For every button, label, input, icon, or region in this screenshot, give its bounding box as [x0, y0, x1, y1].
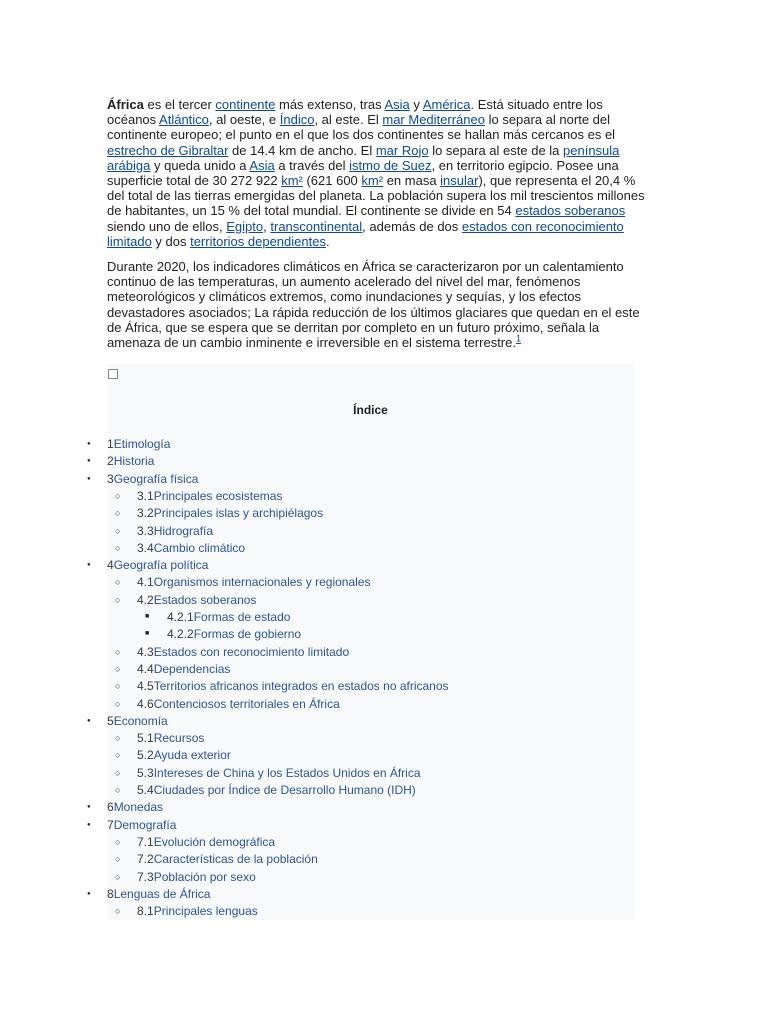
paragraph-text: y queda unido a [150, 157, 250, 173]
inline-link[interactable]: Asia [384, 97, 410, 112]
bullet-circle-icon: ○ [115, 733, 121, 744]
toc-item-label[interactable]: Historia [113, 454, 155, 469]
toc-item-label[interactable]: Principales islas y archipiélagos [153, 506, 324, 521]
toc-item[interactable] [137, 766, 421, 780]
bullet-circle-icon: ○ [115, 906, 121, 917]
toc-item-number: 5.2 [137, 748, 154, 763]
inline-link[interactable]: territorios dependientes [190, 233, 326, 249]
paragraph-text: , al oeste, e [208, 112, 280, 128]
toc-item-label[interactable]: Recursos [153, 731, 205, 746]
toc-item-number: 1 [107, 437, 114, 451]
paragraph-text: (621 600 [302, 173, 362, 189]
toc-item-number: 4.6 [137, 696, 154, 711]
bullet-disc-icon: ● [87, 804, 91, 811]
toc-item-label[interactable]: Monedas [113, 800, 164, 815]
bullet-circle-icon: ○ [115, 854, 121, 865]
climate-paragraph [107, 259, 647, 350]
toc-item[interactable] [137, 489, 282, 503]
bullet-circle-icon: ○ [115, 871, 121, 882]
toc-item[interactable] [107, 887, 210, 901]
paragraph-text: , [263, 218, 271, 234]
bullet-disc-icon: ● [87, 717, 91, 724]
inline-link[interactable]: estados con reconocimiento limitado [107, 218, 624, 249]
inline-link[interactable]: mar Mediterráneo [382, 112, 485, 128]
toc-item-number: 8 [107, 886, 114, 901]
toc-item[interactable] [137, 748, 231, 762]
bullet-circle-icon: ○ [115, 594, 121, 605]
bullet-circle-icon: ○ [115, 490, 121, 501]
toc-item-number: 5.3 [137, 765, 154, 780]
toc-item-label[interactable]: Dependencias [153, 661, 231, 676]
toc-title: Índice [353, 403, 388, 417]
paragraph-text: lo separa al norte del continente europeo; el punto en el que los dos continentes se hallan más cercanos es el [107, 112, 616, 143]
paragraph-text: en masa [383, 173, 441, 189]
toc-item-number: 4.3 [137, 644, 154, 659]
inline-link[interactable]: km² [281, 173, 303, 189]
toc-item-label[interactable]: Formas de estado [193, 610, 291, 624]
toc-item[interactable] [137, 541, 245, 555]
toc-item-number: 7.3 [137, 869, 154, 884]
bullet-circle-icon: ○ [115, 836, 121, 847]
toc-item-label[interactable]: Población por sexo [153, 869, 256, 884]
reference-marker[interactable] [516, 334, 521, 344]
bullet-square-icon: ■ [145, 613, 150, 620]
bullet-circle-icon: ○ [115, 542, 121, 553]
toc-item-label[interactable]: Economía [113, 713, 168, 728]
toc-item[interactable] [107, 454, 154, 468]
inline-link[interactable]: insular [440, 173, 479, 189]
reference-link[interactable]: 1 [515, 333, 521, 344]
toc-item-label[interactable]: Intereses de China y los Estados Unidos en África [153, 765, 421, 780]
toc-item-label[interactable]: Ciudades por Índice de Desarrollo Humano (IDH) [153, 783, 416, 797]
toc-item-number: 3 [107, 471, 114, 486]
inline-link[interactable]: Índico [279, 112, 315, 128]
toc-item[interactable] [107, 472, 198, 486]
toc-item-label[interactable]: Estados soberanos [153, 592, 257, 607]
toc-item[interactable] [137, 645, 349, 659]
paragraph-text: y dos [151, 233, 191, 249]
bullet-disc-icon: ● [87, 458, 91, 465]
toc-item[interactable] [107, 558, 208, 572]
toc-item-number: 7.2 [137, 852, 154, 867]
toc-item-number: 4.2.2 [167, 627, 194, 642]
toc-item-label[interactable]: Cambio climático [153, 540, 246, 555]
bullet-disc-icon: ● [87, 821, 91, 828]
toc-item-number: 4.2.1 [167, 610, 194, 624]
inline-link[interactable]: transcontinental [270, 218, 363, 234]
inline-link[interactable]: km² [361, 173, 384, 189]
toc-item[interactable] [107, 800, 163, 814]
toc-item[interactable] [137, 731, 204, 745]
paragraph-text: de 14.4 km de ancho. El [228, 142, 376, 158]
bullet-disc-icon: ● [87, 475, 91, 482]
article-subject: África [107, 97, 144, 112]
toc-item[interactable] [167, 610, 290, 624]
paragraph-text: , además de dos [362, 218, 462, 234]
toc-item-label[interactable]: Contenciosos territoriales en África [153, 696, 340, 711]
toc-item[interactable] [137, 852, 318, 866]
paragraph-text: lo separa al este de la [428, 142, 564, 158]
bullet-circle-icon: ○ [115, 525, 121, 536]
bullet-circle-icon: ○ [115, 646, 121, 657]
inline-link[interactable]: estrecho de Gibraltar [107, 142, 229, 158]
toc-item-number: 6 [107, 800, 114, 815]
inline-link[interactable]: América [422, 97, 471, 112]
toc-item[interactable] [137, 593, 256, 607]
bullet-disc-icon: ● [87, 562, 91, 569]
toc-item[interactable] [107, 714, 168, 728]
paragraph-text: y [409, 97, 423, 112]
inline-link[interactable]: mar Rojo [375, 142, 429, 158]
toc-item-label[interactable]: Lenguas de África [113, 886, 211, 901]
paragraph-text: siendo uno de ellos, [107, 218, 227, 234]
climate-paragraph-text: Durante 2020, los indicadores climáticos en África se caracterizaron por un calentamiento continuo de las temperaturas, un aumento acelerado del nivel del mar, fenómenos meteorológicos y climáticos extremos, como inundaciones y sequías, y los efectos devastadores asociados; La rápida reducción de los últimos glaciares que quedan en el este de África, que se espera que se derritan por completo en un futuro próximo, señala la amenaza de un cambio inminente e irreversible en el sistema terrestre. [107, 259, 640, 351]
toc-item-label[interactable]: Formas de gobierno [193, 627, 302, 642]
toc-item-number: 4 [107, 558, 114, 573]
toc-item-number: 4.1 [137, 575, 154, 590]
toc-item-number: 8.1 [137, 904, 154, 919]
toc-item-label[interactable]: Geografía política [113, 558, 209, 573]
toc-item-number: 7.1 [137, 834, 154, 849]
toc-item-label[interactable]: Ayuda exterior [153, 748, 231, 763]
toc-item-label[interactable]: Etimología [113, 437, 171, 451]
bullet-disc-icon: ● [87, 441, 91, 447]
toc-item[interactable] [167, 627, 301, 641]
toc-item-number: 4.5 [137, 679, 154, 694]
paragraph-text: es el tercer [143, 97, 216, 112]
bullet-circle-icon: ○ [115, 577, 121, 588]
toc-toggle-checkbox[interactable] [108, 369, 118, 379]
toc-item[interactable] [137, 697, 340, 711]
toc-item[interactable] [107, 437, 170, 451]
inline-link[interactable]: Egipto [226, 218, 264, 234]
inline-link[interactable]: península arábiga [107, 142, 620, 173]
toc-item[interactable] [137, 662, 230, 676]
intro-paragraph [107, 97, 647, 249]
article-body [107, 97, 647, 360]
toc-item-number: 5.4 [137, 783, 154, 797]
toc-item-label[interactable]: Estados con reconocimiento limitado [153, 644, 350, 659]
bullet-circle-icon: ○ [115, 698, 121, 709]
toc-item[interactable] [137, 524, 213, 538]
bullet-circle-icon: ○ [115, 767, 121, 778]
inline-link[interactable]: estados soberanos [515, 203, 626, 219]
inline-link[interactable]: Atlántico [159, 112, 209, 128]
toc-item-label[interactable]: Demografía [113, 817, 177, 832]
toc-item[interactable] [137, 506, 323, 520]
toc-item-number: 4.4 [137, 661, 154, 676]
toc-item-label[interactable]: Territorios africanos integrados en estados no africanos [153, 679, 449, 694]
toc-item[interactable] [137, 679, 449, 693]
toc-item[interactable] [137, 835, 275, 849]
toc-item[interactable] [137, 904, 258, 918]
bullet-circle-icon: ○ [115, 750, 121, 761]
toc-item[interactable] [137, 870, 256, 884]
paragraph-text: . Está situado entre los océanos [107, 97, 603, 128]
toc-item-number: 3.4 [137, 540, 154, 555]
bullet-square-icon: ■ [145, 630, 150, 638]
bullet-circle-icon: ○ [115, 681, 121, 692]
toc-item[interactable] [107, 818, 176, 832]
toc-item-label[interactable]: Características de la población [153, 852, 318, 867]
toc-item-label[interactable]: Principales lenguas [153, 904, 258, 919]
toc-item-number: 5 [107, 713, 114, 728]
toc-item-label[interactable]: Principales ecosistemas [153, 488, 283, 503]
toc-item[interactable] [137, 783, 416, 797]
toc-item-label[interactable]: Hidrografía [153, 523, 214, 538]
toc-item-number: 5.1 [137, 731, 154, 746]
toc-item-label[interactable]: Organismos internacionales y regionales [153, 575, 371, 590]
toc-item-label[interactable]: Evolución demográfica [153, 834, 276, 849]
bullet-circle-icon: ○ [115, 663, 121, 674]
toc-item[interactable] [137, 575, 370, 589]
toc-item-number: 4.2 [137, 592, 154, 607]
paragraph-text: , en territorio egipcio. Posee una superficie total de 30 272 922 [107, 157, 619, 189]
paragraph-text: ), que representa el 20,4 % del total de las tierras emergidas del planeta. La población supera los mil trescientos millones de habitantes, un 15 % del total mundial. El continente se divide en 54 [107, 173, 645, 219]
bullet-circle-icon: ○ [115, 785, 121, 795]
inline-link[interactable]: continente [215, 97, 276, 112]
toc-item-number: 3.1 [137, 488, 154, 503]
paragraph-text: . [325, 233, 330, 249]
toc-item-number: 3.3 [137, 523, 154, 538]
inline-link[interactable]: Asia [249, 157, 275, 173]
inline-link[interactable]: istmo de Suez [349, 157, 432, 173]
toc-item-number: 7 [107, 817, 114, 832]
toc-item-label[interactable]: Geografía física [113, 471, 199, 486]
toc-item-number: 2 [107, 454, 114, 469]
bullet-circle-icon: ○ [115, 508, 121, 519]
toc-item-number: 3.2 [137, 506, 154, 521]
paragraph-text: a través del [274, 157, 350, 173]
paragraph-text: más extenso, tras [275, 97, 385, 112]
bullet-disc-icon: ● [87, 890, 91, 897]
paragraph-text: , al este. El [314, 112, 383, 128]
